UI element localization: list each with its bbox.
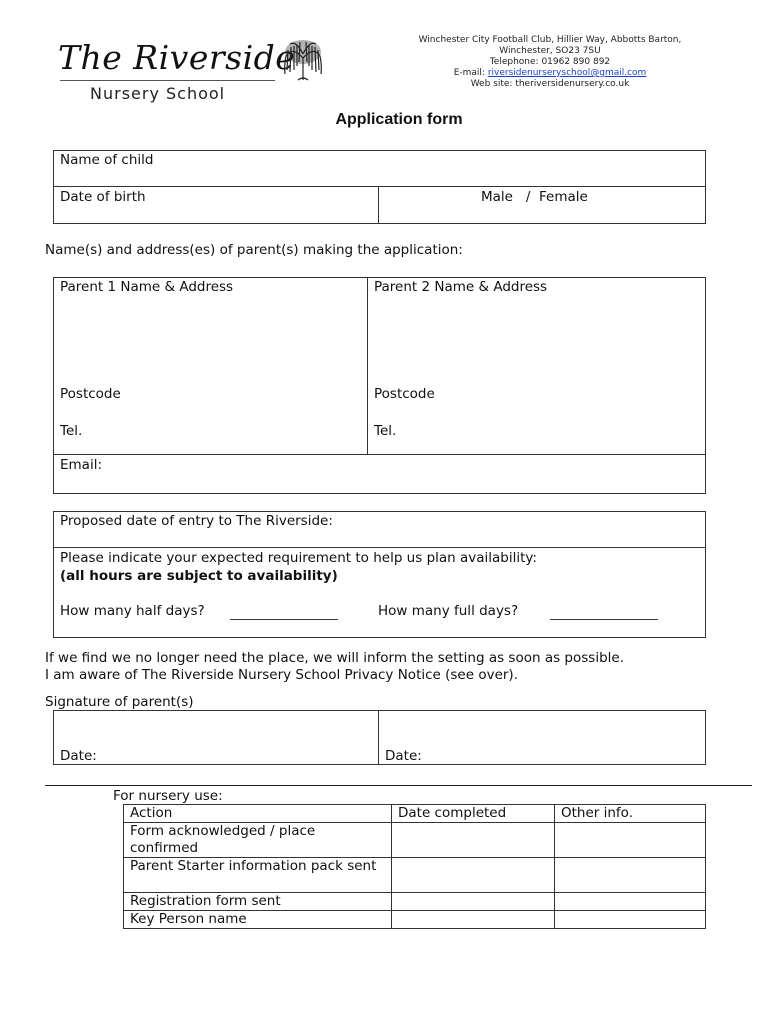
parents-vdivider [367, 277, 368, 454]
office-use-separator [45, 785, 752, 786]
entry-divider [53, 547, 706, 548]
parents-email-divider [53, 454, 706, 455]
header-other-info: Other info. [555, 805, 706, 823]
form-title: Application form [335, 111, 463, 128]
logo-rule [60, 80, 275, 81]
child-name-label[interactable]: Name of child [60, 152, 154, 168]
contact-address-line2: Winchester, SO23 7SU [499, 46, 601, 56]
half-days-field[interactable] [230, 619, 338, 620]
child-box-divider [53, 186, 706, 187]
parent2-label[interactable]: Parent 2 Name & Address [374, 279, 548, 295]
logo-subtitle: Nursery School [90, 84, 226, 103]
action-cell: Form acknowledged / place confirmed [124, 823, 392, 858]
willow-tree-icon [278, 36, 328, 82]
child-dob-label[interactable]: Date of birth [60, 189, 146, 205]
parent1-label[interactable]: Parent 1 Name & Address [60, 279, 234, 295]
date-cell[interactable] [392, 911, 555, 929]
full-days-field[interactable] [550, 619, 658, 620]
requirement-text: Please indicate your expected requirement to help us plan availability: [60, 550, 537, 566]
table-row [124, 911, 706, 929]
signature-vdivider [378, 710, 379, 765]
notice-line1: If we find we no longer need the place, we will inform the setting as soon as possible. [45, 650, 624, 666]
info-cell[interactable] [555, 911, 706, 929]
parent2-tel-label[interactable]: Tel. [374, 423, 397, 439]
half-days-label: How many half days? [60, 603, 205, 619]
action-cell: Registration form sent [124, 893, 392, 911]
nursery-use-table [123, 804, 706, 929]
full-days-label: How many full days? [378, 603, 519, 619]
signature-box [53, 710, 706, 765]
email-label: E-mail: [453, 68, 485, 78]
contact-block [400, 35, 700, 90]
table-row [124, 893, 706, 911]
availability-note: (all hours are subject to availability) [60, 568, 338, 584]
contact-telephone: Telephone: 01962 890 892 [489, 57, 611, 67]
info-cell[interactable] [555, 858, 706, 893]
parent1-postcode-label[interactable]: Postcode [60, 386, 121, 402]
child-box-vdivider [378, 186, 379, 224]
action-cell: Key Person name [124, 911, 392, 929]
signature-label: Signature of parent(s) [45, 694, 194, 710]
header-action: Action [124, 805, 392, 823]
email-field-label[interactable]: Email: [60, 457, 103, 473]
contact-website: Web site: theriversidenursery.co.uk [470, 79, 630, 89]
notice-line2: I am aware of The Riverside Nursery School Privacy Notice (see over). [45, 667, 518, 683]
signature-date1-label[interactable]: Date: [60, 748, 97, 764]
info-cell[interactable] [555, 823, 706, 858]
logo-title: The Riverside [58, 38, 296, 77]
signature-date2-label[interactable]: Date: [385, 748, 422, 764]
info-cell[interactable] [555, 893, 706, 911]
action-cell: Parent Starter information pack sent [124, 858, 392, 893]
parent1-tel-label[interactable]: Tel. [60, 423, 83, 439]
table-row [124, 823, 706, 858]
contact-email-row [400, 68, 700, 79]
date-cell[interactable] [392, 858, 555, 893]
parents-intro: Name(s) and address(es) of parent(s) making the application: [45, 242, 463, 258]
parent2-postcode-label[interactable]: Postcode [374, 386, 435, 402]
contact-address-line1: Winchester City Football Club, Hillier Way, Abbotts Barton, [418, 35, 682, 45]
header-date-completed: Date completed [392, 805, 555, 823]
date-cell[interactable] [392, 893, 555, 911]
table-row [124, 858, 706, 893]
proposed-entry-label[interactable]: Proposed date of entry to The Riverside: [60, 513, 333, 529]
date-cell[interactable] [392, 823, 555, 858]
gender-selector[interactable]: Male / Female [481, 189, 588, 205]
table-header-row [124, 805, 706, 823]
email-link[interactable]: riversidenurseryschool@gmail.com [487, 68, 647, 78]
nursery-use-heading: For nursery use: [113, 788, 223, 804]
